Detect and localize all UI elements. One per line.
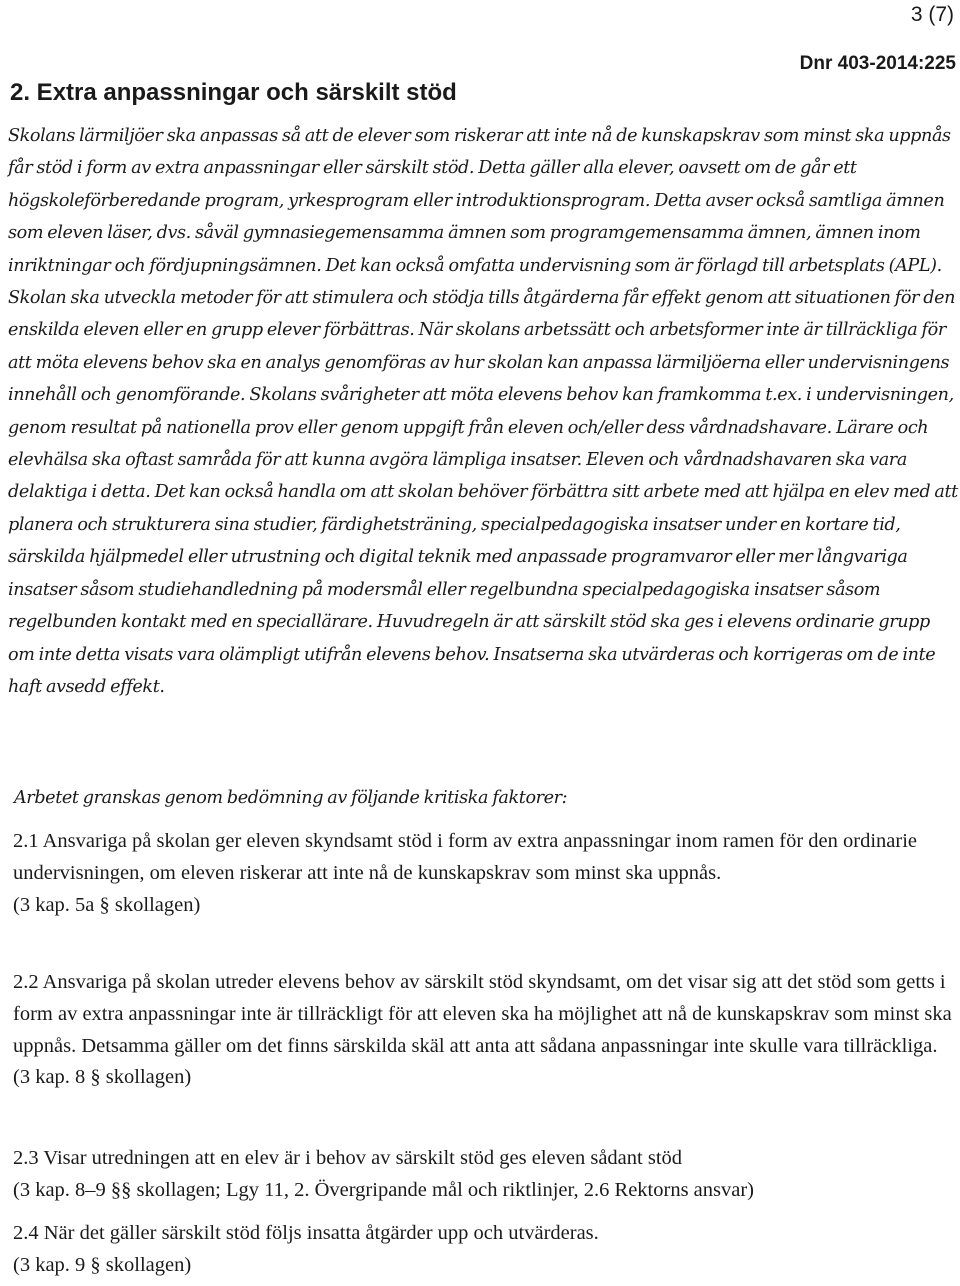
section-intro-paragraph: Skolans lärmiljöer ska anpassas så att de elever som riskerar att inte nå de kunskapskrav som minst ska uppnås får stöd i form av extra anpassningar eller särskilt stöd. Detta gäller alla elever, oavsett om de går ett högskoleförberedande program, yrkesprogram eller introduktionsprogram. Detta avser också samtliga ämnen som eleven läser, dvs. såväl gymnasiegemensamma ämnen som programgemensamma ämnen, ämnen inom inriktningar och fördjupningsämnen. Det kan också omfatta undervisning som är förlagd till arbetsplats (APL). Skolan ska utveckla metoder för att stimulera och stödja tills åtgärderna får effekt genom att situationen för den enskilda eleven eller en grupp elever förbättras. När skolans arbetssätt och arbetsformer inte är tillräckliga för att möta elevens behov ska en analys genomföras av hur skolan kan anpassa lärmiljöerna eller undervisningens innehåll och genomförande. Skolans svårigheter att möta elevens behov kan framkomma t.ex. i undervisningen, genom resultat på nationella prov eller genom uppgift från eleven och/eller dess vårdnadshavare. Lärare och elevhälsa ska oftast samråda för att kunna avgöra lämpliga insatser. Eleven och vårdnadshavaren ska vara delaktiga i detta. Det kan också handla om att skolan behöver förbättra sitt arbete med att hjälpa en elev med att planera och strukturera sina studier, färdighetsträning, specialpedagogiska insatser under en kortare tid, särskilda hjälpmedel eller utrustning och digital teknik med anpassade programvaror eller mer långvariga insatser såsom studiehandledning på modersmål eller regelbundna specialpedagogiska insatser såsom regelbunden kontakt med en speciallärare. Huvudregeln är att särskilt stöd ska ges i elevens ordinarie grupp om inte detta visats vara olämpligt utifrån elevens behov. Insatserna ska utvärderas och korrigeras om de inte haft avsedd effekt. [8,126,958,697]
legal-reference: (3 kap. 8–9 §§ skollagen; Lgy 11, 2. Övergripande mål och riktlinjer, 2.6 Rektorns ansvar) [13,1178,755,1201]
critical-factor-2-1 [13,826,959,921]
critical-factor-2-4 [13,1218,959,1282]
legal-reference: (3 kap. 9 § skollagen) [13,1253,192,1276]
legal-reference: (3 kap. 8 § skollagen) [13,1066,192,1089]
document-reference-number: Dnr 403-2014:225 [799,53,956,74]
factor-text: 2.3 Visar utredningen att en elev är i behov av särskilt stöd ges eleven sådant stöd [13,1147,683,1169]
critical-factor-2-3 [13,1143,959,1207]
factor-text: 2.4 När det gäller särskilt stöd följs insatta åtgärder upp och utvärderas. [13,1222,599,1244]
critical-factor-2-2 [13,967,959,1094]
section-title: 2. Extra anpassningar och särskilt stöd [10,79,457,106]
page-number: 3 (7) [910,3,954,26]
legal-reference: (3 kap. 5a § skollagen) [13,893,201,916]
assessment-intro: Arbetet granskas genom bedömning av följande kritiska faktorer: [14,788,568,808]
factor-text: 2.2 Ansvariga på skolan utreder elevens behov av särskilt stöd skyndsamt, om det visar sig att det stöd som getts i form av extra anpassningar inte är tillräckligt för att eleven ska ha möjlighet att nå de kunskapskrav som minst ska uppnås. Detsamma gäller om det finns särskilda skäl att anta att sådana anpassningar inte skulle vara tillräckliga. [13,971,952,1057]
factor-text: 2.1 Ansvariga på skolan ger eleven skyndsamt stöd i form av extra anpassningar inom ramen för den ordinarie undervisningen, om eleven riskerar att inte nå de kunskapskrav som minst ska uppnås. [13,830,918,884]
